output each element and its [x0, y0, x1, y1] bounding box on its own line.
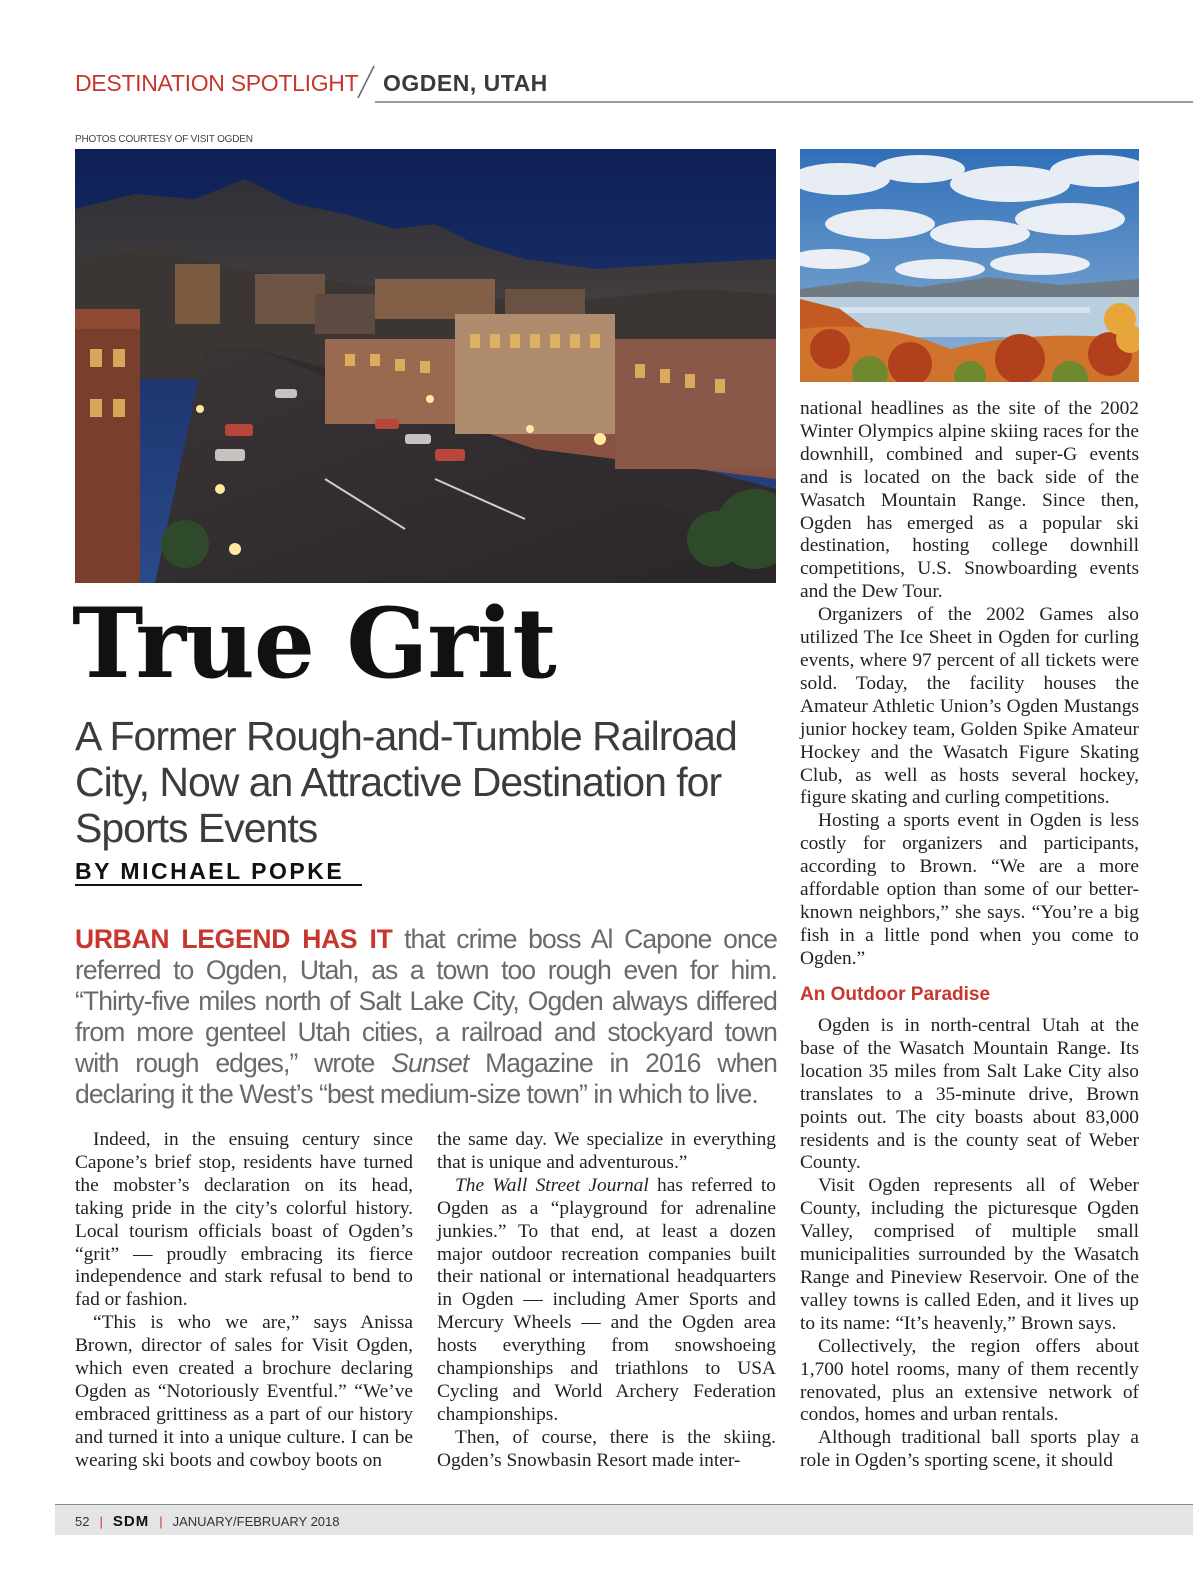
section-subhead: An Outdoor Paradise [800, 984, 991, 1005]
photo-pineview-reservoir [800, 149, 1139, 382]
lede-text-2: Magazine in 2016 when declaring it the West’s “best medium-size town” in which to live. [75, 1048, 778, 1109]
lede-text-1: that crime boss Al Capone once referred to Ogden, Utah, as a town too rough even for him. “Thirty-five miles north of Salt Lake City, Ogden always differed from more genteel Utah cities, a railroad and stockyard town with rough edges,” wrote [75, 924, 777, 1078]
body-column-2 [437, 1129, 776, 1473]
issue-date: JANUARY/FEBRUARY 2018 [172, 1514, 340, 1529]
body-column-3-continued [800, 1015, 1139, 1473]
header-rule [375, 101, 1193, 103]
page-footer [75, 1513, 340, 1530]
article-subtitle: A Former Rough-and-Tumble Railroad City, Now an Attractive Destination for Sports Events [75, 713, 737, 851]
body-paragraph: Collectively, the region offers about 1,700 hotel rooms, many of them recently renovated, plus an extensive network of condos, homes and urban rentals. [800, 1335, 1139, 1426]
footer-separator: | [159, 1514, 163, 1529]
magazine-name: SDM [112, 1513, 150, 1530]
lede-lead-in: URBAN LEGEND HAS IT [75, 924, 393, 954]
byline-underline [75, 884, 362, 886]
publication-name: The Wall Street Journal [455, 1174, 649, 1196]
body-paragraph: Although traditional ball sports play a role in Ogden’s sporting scene, it should [800, 1427, 1139, 1472]
article-title: True Grit [72, 587, 556, 700]
page-number: 52 [75, 1514, 90, 1529]
body-paragraph: Then, of course, there is the skiing. Ogden’s Snowbasin Resort made inter- [437, 1426, 776, 1471]
header-slash [352, 64, 382, 100]
body-paragraph: Indeed, in the ensuing century since Capone’s brief stop, residents have turned the mobster’s declaration on its head, taking pride in the city’s colorful history. Local tourism officials boast of Ogden’s “grit” — proudly embracing its fierce independence and stark refusal to bend to fad or fashion. [75, 1129, 413, 1311]
photo-ogden-street [75, 149, 776, 583]
body-paragraph [437, 1175, 776, 1427]
section-label: DESTINATION SPOTLIGHT [75, 70, 359, 96]
body-paragraph: Visit Ogden represents all of Weber County, including the picturesque Ogden Valley, comprised of multiple small municipalities surrounded by the Wasatch Range and Pineview Reservoir. One of the valley towns is called Eden, and it lives up to its name: “It’s heavenly,” Brown says. [800, 1175, 1139, 1334]
section-city: OGDEN, UTAH [383, 70, 548, 96]
body-paragraph: Organizers of the 2002 Games also utilized The Ice Sheet in Ogden for curling events, where 97 percent of all tickets were sold. Today, the facility houses the Amateur Athletic Union’s Ogden Mustangs junior hockey team, Golden Spike Amateur Hockey and the Wasatch Figure Skating Club, as well as hosts several hockey, figure skating and curling competitions. [800, 604, 1139, 809]
byline: BY MICHAEL POPKE [75, 858, 345, 884]
lede-paragraph [75, 924, 777, 1110]
body-column-1 [75, 1129, 413, 1473]
body-column-3 [800, 398, 1139, 971]
body-paragraph: “This is who we are,” says Anissa Brown, director of sales for Visit Ogden, which even created a brochure declaring Ogden as “Notoriously Eventful.” “We’ve embraced grittiness as a part of our history and turned it into a unique culture. I can be wearing ski boots and cowboy boots on [75, 1312, 413, 1471]
footer-separator: | [99, 1514, 103, 1529]
body-paragraph: Ogden is in north-central Utah at the base of the Wasatch Mountain Range. Its location 35 miles from Salt Lake City also translates to a 35-minute drive, Brown points out. The city boasts about 83,000 residents and is the county seat of Weber County. [800, 1015, 1139, 1174]
photo-credit: PHOTOS COURTESY OF VISIT OGDEN [75, 134, 253, 145]
body-paragraph: the same day. We specialize in everything that is unique and adventurous.” [437, 1129, 776, 1173]
body-paragraph: national headlines as the site of the 2002 Winter Olympics alpine skiing races for the downhill, combined and super-G events and is located on the back side of the Wasatch Mountain Range. Since then, Ogden has emerged as a popular ski destination, hosting college downhill competitions, U.S. Snowboarding events and the Dew Tour. [800, 398, 1139, 603]
lede-publication: Sunset [391, 1048, 469, 1078]
body-text: has referred to Ogden as a “playground for adrenaline junkies.” To that end, at least a dozen major outdoor recreation companies built their national or international headquarters in Ogden — including Amer Sports and Mercury Wheels — and the Ogden area hosts everything from snowshoeing championships and triathlons to USA Cycling and World Archery Federation championships. [437, 1174, 776, 1425]
body-paragraph: Hosting a sports event in Ogden is less costly for organizers and participants, according to Brown. “We are a more affordable option than some of our better-known neighbors,” she says. “You’re a big fish in a little pond when you come to Ogden.” [800, 810, 1139, 969]
